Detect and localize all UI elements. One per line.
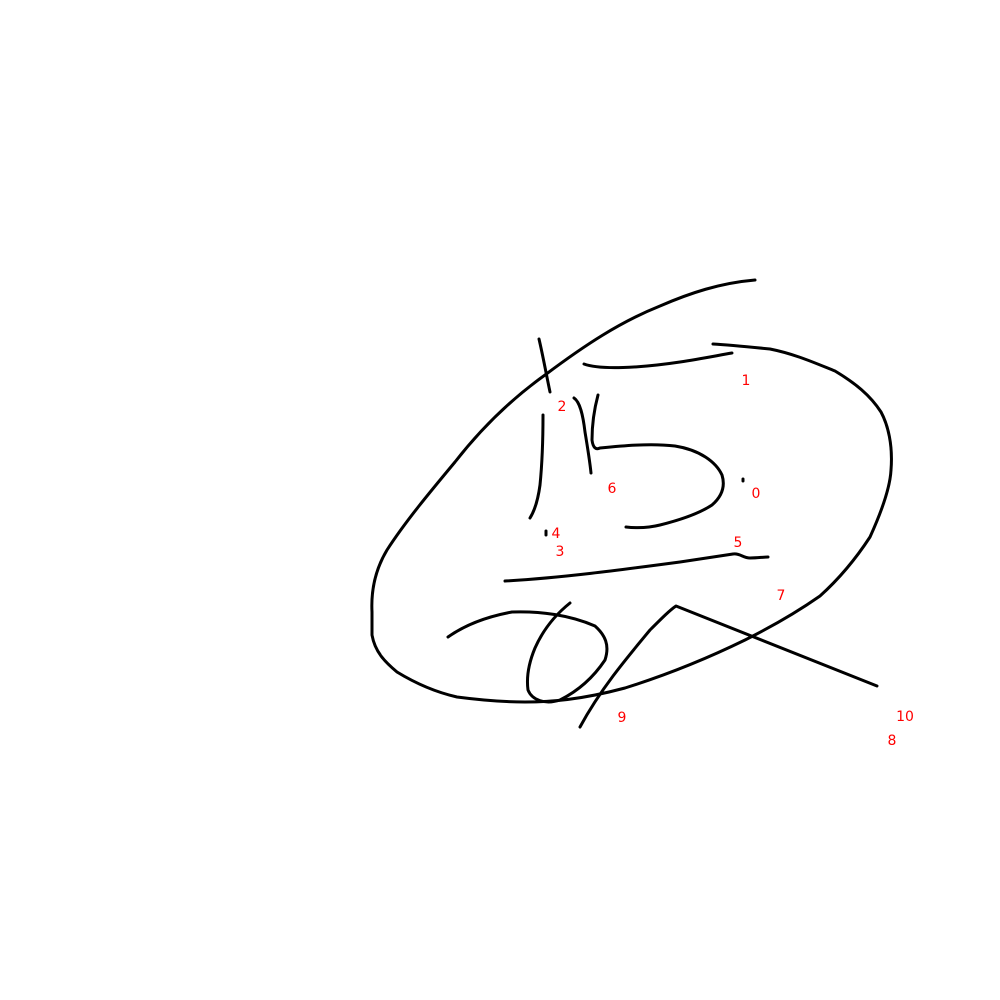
stroke-top-arc [584, 353, 732, 368]
stroke-bottom-loop [448, 603, 607, 702]
stroke-underline [505, 554, 768, 581]
stroke-label-4: 4 [551, 526, 561, 542]
stroke-v-left [574, 398, 591, 473]
stroke-label-8: 8 [887, 733, 897, 749]
stroke-label-5: 5 [733, 535, 743, 551]
stroke-label-6: 6 [607, 481, 617, 497]
stroke-v-right [592, 395, 723, 528]
ink-strokes [372, 280, 892, 727]
stroke-tick [539, 339, 550, 392]
stroke-label-7: 7 [776, 588, 786, 604]
stroke-crossing-lines [580, 606, 877, 727]
stroke-label-3: 3 [555, 544, 565, 560]
stroke-label-10: 10 [896, 709, 914, 725]
stroke-label-2: 2 [557, 399, 567, 415]
stroke-label-9: 9 [617, 710, 627, 726]
stroke-left-vertical [530, 415, 543, 518]
stroke-label-0: 0 [751, 486, 761, 502]
stroke-label-1: 1 [741, 373, 751, 389]
stroke-outer-loop [372, 280, 892, 702]
